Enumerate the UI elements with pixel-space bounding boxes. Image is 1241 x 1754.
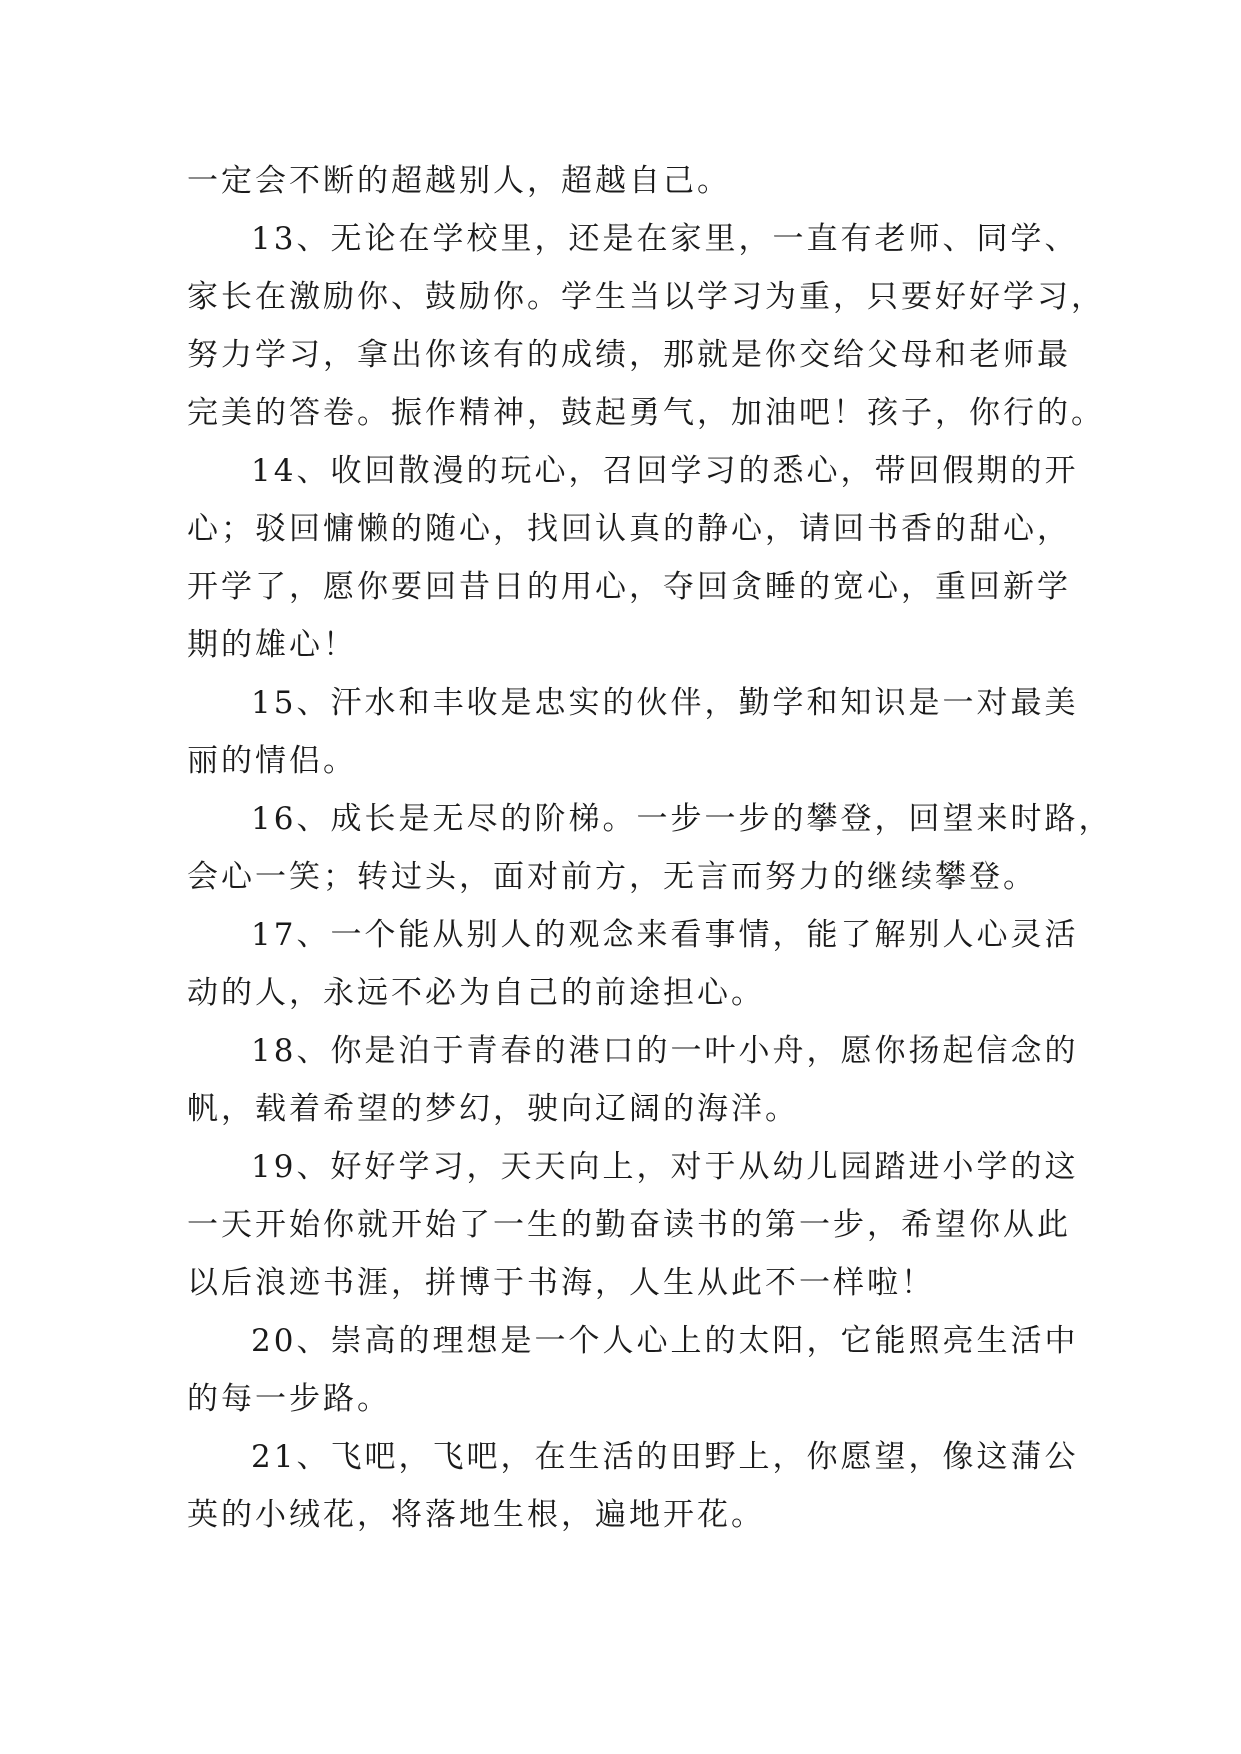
text-line: 心；驳回慵懒的随心，找回认真的静心，请回书香的甜心，	[187, 511, 1071, 547]
item-17-line: 17、一个能从别人的观念来看事情，能了解别人心灵活	[251, 917, 1079, 953]
item-16-line: 16、成长是无尽的阶梯。一步一步的攀登，回望来时路，	[251, 801, 1113, 837]
document-body	[187, 152, 1113, 1544]
item-13-line: 13、无论在学校里，还是在家里，一直有老师、同学、	[251, 221, 1079, 257]
text-line: 家长在激励你、鼓励你。学生当以学习为重，只要好好学习，	[187, 279, 1105, 315]
text-line: 开学了，愿你要回昔日的用心，夺回贪睡的宽心，重回新学	[187, 569, 1071, 605]
text-line: 英的小绒花，将落地生根，遍地开花。	[187, 1497, 765, 1533]
text-line: 丽的情侣。	[187, 743, 357, 779]
text-line: 一天开始你就开始了一生的勤奋读书的第一步，希望你从此	[187, 1207, 1071, 1243]
text-line: 动的人，永远不必为自己的前途担心。	[187, 975, 765, 1011]
item-20-line: 20、崇高的理想是一个人心上的太阳，它能照亮生活中	[251, 1323, 1079, 1359]
item-15-line: 15、汗水和丰收是忠实的伙伴，勤学和知识是一对最美	[251, 685, 1079, 721]
text-line: 一定会不断的超越别人，超越自己。	[187, 163, 731, 199]
text-line: 以后浪迹书涯，拼博于书海，人生从此不一样啦！	[187, 1265, 935, 1301]
item-19-line: 19、好好学习，天天向上，对于从幼儿园踏进小学的这	[251, 1149, 1079, 1185]
text-line: 会心一笑；转过头，面对前方，无言而努力的继续攀登。	[187, 859, 1037, 895]
item-14-line: 14、收回散漫的玩心，召回学习的悉心，带回假期的开	[251, 453, 1079, 489]
text-line: 期的雄心！	[187, 627, 357, 663]
item-21-line: 21、飞吧，飞吧，在生活的田野上，你愿望，像这蒲公	[251, 1439, 1079, 1475]
text-line: 的每一步路。	[187, 1381, 391, 1417]
text-line: 完美的答卷。振作精神，鼓起勇气，加油吧！孩子，你行的。	[187, 395, 1105, 431]
text-line: 努力学习，拿出你该有的成绩，那就是你交给父母和老师最	[187, 337, 1071, 373]
item-18-line: 18、你是泊于青春的港口的一叶小舟，愿你扬起信念的	[251, 1033, 1079, 1069]
text-line: 帆，载着希望的梦幻，驶向辽阔的海洋。	[187, 1091, 799, 1127]
